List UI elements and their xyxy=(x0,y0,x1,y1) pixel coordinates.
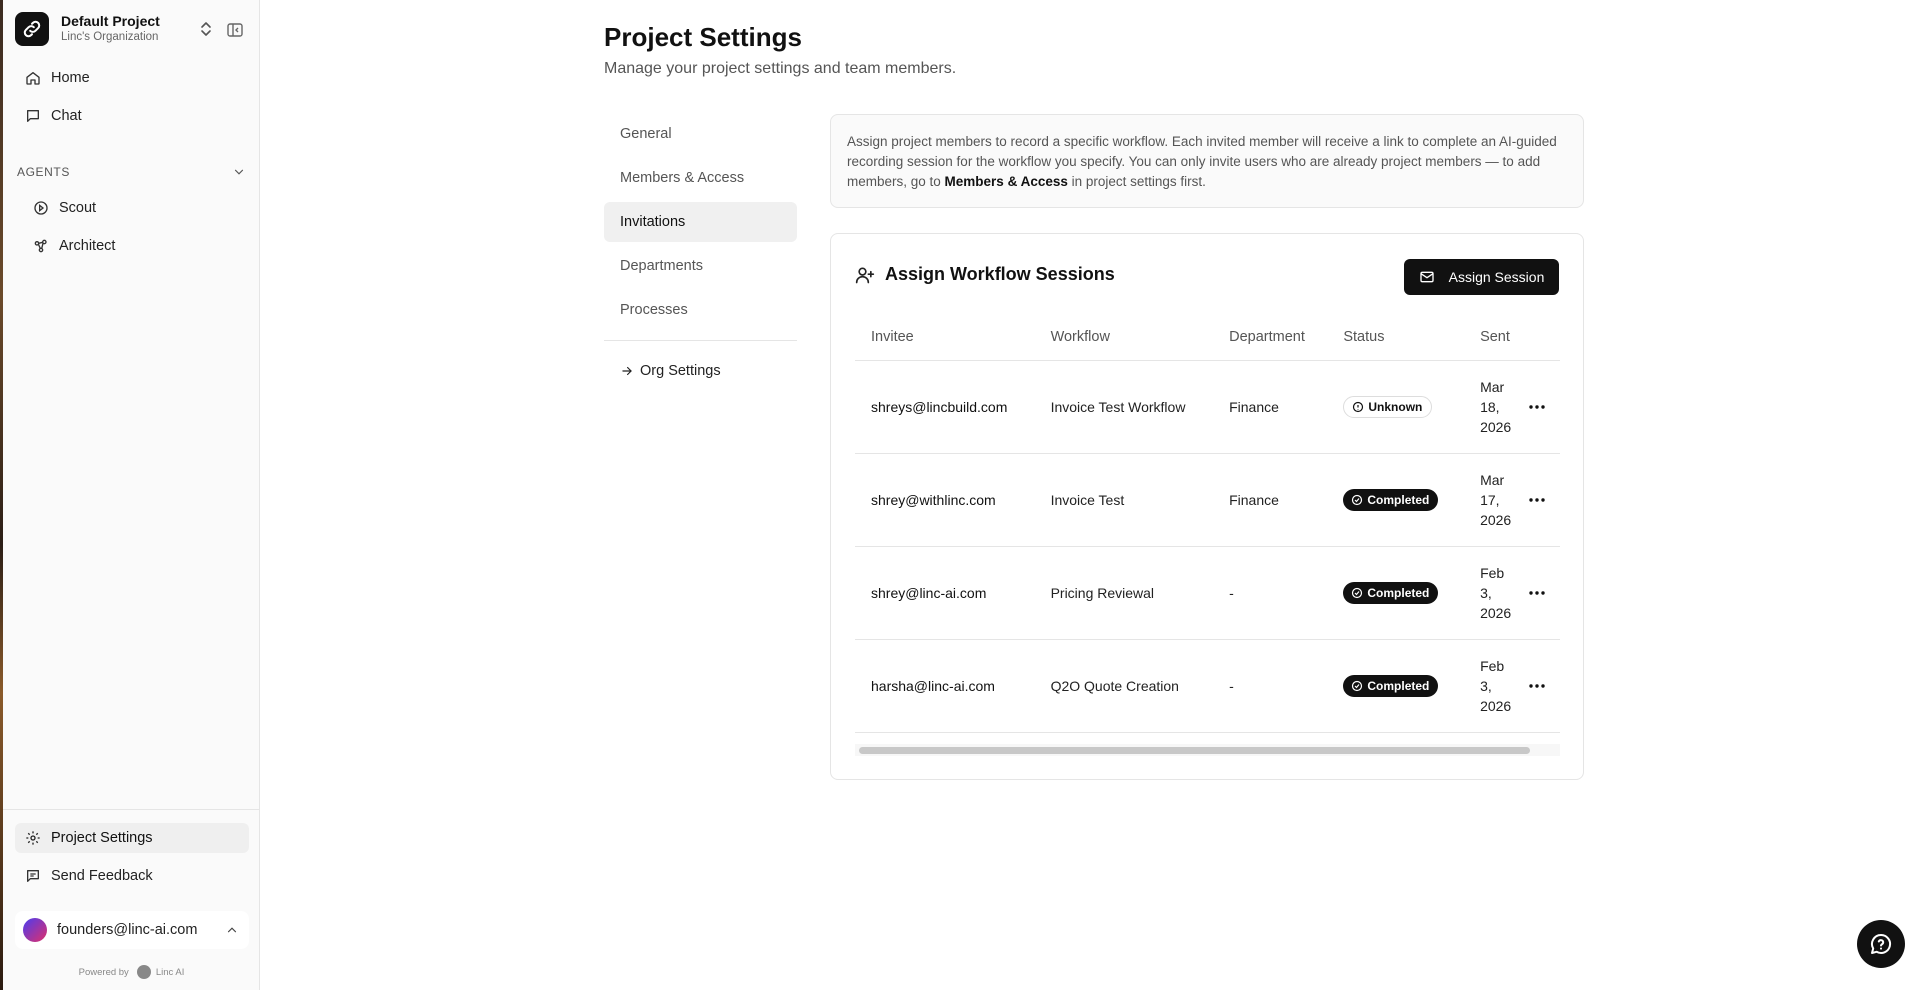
sidebar xyxy=(3,0,260,990)
sent-year: 2026 xyxy=(1480,418,1512,435)
invitee-cell: shrey@linc-ai.com xyxy=(855,546,1035,639)
department-cell: - xyxy=(1213,639,1327,732)
gear-icon xyxy=(25,830,41,846)
assign-session-label: Assign Session xyxy=(1448,269,1545,285)
table-row[interactable] xyxy=(855,639,1560,732)
nav-chat-label: Chat xyxy=(51,108,82,124)
agent-scout[interactable] xyxy=(29,193,96,223)
sent-day: 17, xyxy=(1480,491,1500,508)
sent-month: Feb xyxy=(1480,564,1505,581)
column-department: Department xyxy=(1213,314,1327,360)
info-text-after: in project settings first. xyxy=(1067,174,1206,189)
sent-month: Mar xyxy=(1480,378,1505,395)
subnav-divider xyxy=(604,340,797,341)
chevron-down-icon[interactable] xyxy=(232,165,246,179)
agent-architect[interactable] xyxy=(29,231,115,261)
feedback-icon xyxy=(25,868,41,884)
department-cell: Finance xyxy=(1213,360,1327,453)
check-circle-icon xyxy=(1351,494,1363,506)
workflow-cell: Invoice Test Workflow xyxy=(1035,360,1214,453)
powered-by xyxy=(3,965,260,979)
column-sent: Sent xyxy=(1464,314,1560,360)
more-actions-icon[interactable] xyxy=(1525,674,1549,698)
column-workflow: Workflow xyxy=(1035,314,1214,360)
subnav-departments[interactable]: Departments xyxy=(620,258,704,274)
user-menu[interactable] xyxy=(15,911,249,949)
invitee-cell: shreys@lincbuild.com xyxy=(855,360,1035,453)
status-cell xyxy=(1327,453,1464,546)
status-text: Completed xyxy=(1367,678,1430,693)
project-name: Default Project xyxy=(61,13,160,29)
department-cell: Finance xyxy=(1213,453,1327,546)
more-actions-icon[interactable] xyxy=(1525,488,1549,512)
project-switcher[interactable] xyxy=(15,11,251,47)
actions-cell xyxy=(1525,453,1560,546)
scrollbar-thumb[interactable] xyxy=(859,747,1530,754)
assign-sessions-card xyxy=(830,233,1584,780)
sent-cell xyxy=(1464,639,1525,732)
column-invitee: Invitee xyxy=(855,314,1035,360)
linc-logo-icon xyxy=(137,965,151,979)
sent-cell xyxy=(1464,546,1525,639)
nav-home-label: Home xyxy=(51,70,90,86)
check-circle-icon xyxy=(1351,587,1363,599)
user-plus-icon xyxy=(855,265,875,285)
org-name: Linc's Organization xyxy=(61,31,159,43)
powered-by-brand: Linc AI xyxy=(155,966,185,978)
invitations-table xyxy=(855,314,1560,733)
status-text: Completed xyxy=(1367,585,1430,600)
more-actions-icon[interactable] xyxy=(1525,581,1549,605)
nav-project-settings-label: Project Settings xyxy=(51,830,153,846)
subnav-invitations[interactable]: Invitations xyxy=(604,202,797,242)
help-chat-button[interactable] xyxy=(1857,920,1905,968)
help-chat-icon xyxy=(1869,932,1893,956)
sidebar-divider xyxy=(3,809,260,810)
info-banner xyxy=(830,114,1584,208)
agents-section-label: AGENTS xyxy=(17,165,70,179)
status-cell xyxy=(1327,546,1464,639)
chevron-up-icon xyxy=(225,923,239,937)
sidebar-toggle-icon[interactable] xyxy=(226,21,244,39)
subnav-members-access[interactable]: Members & Access xyxy=(620,170,745,186)
play-circle-icon xyxy=(33,200,49,216)
sent-month: Mar xyxy=(1480,471,1505,488)
agent-scout-label: Scout xyxy=(59,200,97,216)
sent-year: 2026 xyxy=(1480,697,1512,714)
org-settings-label: Org Settings xyxy=(640,363,721,379)
architect-icon xyxy=(33,238,49,254)
sent-year: 2026 xyxy=(1480,511,1512,528)
nav-chat[interactable] xyxy=(17,100,249,132)
org-settings-link[interactable] xyxy=(604,351,797,391)
status-badge xyxy=(1343,582,1438,604)
sent-day: 18, xyxy=(1480,398,1500,415)
nav-send-feedback-label: Send Feedback xyxy=(51,868,153,884)
chevrons-up-down-icon[interactable] xyxy=(198,20,214,38)
project-logo-icon xyxy=(15,12,49,46)
settings-subnav xyxy=(604,114,797,391)
agent-architect-label: Architect xyxy=(59,238,116,254)
sent-cell xyxy=(1464,453,1525,546)
nav-send-feedback[interactable] xyxy=(15,861,249,891)
nav-home[interactable] xyxy=(17,62,249,94)
table-row[interactable] xyxy=(855,453,1560,546)
card-title xyxy=(855,264,1115,285)
status-badge xyxy=(1343,396,1432,418)
info-members-link: Members & Access xyxy=(944,174,1068,189)
table-header-row xyxy=(855,314,1560,360)
powered-by-text: Powered by xyxy=(78,966,129,978)
workflow-cell: Invoice Test xyxy=(1035,453,1214,546)
sent-day: 3, xyxy=(1480,584,1492,601)
user-email: founders@linc-ai.com xyxy=(57,922,198,938)
workflow-cell: Pricing Reviewal xyxy=(1035,546,1214,639)
sent-day: 3, xyxy=(1480,677,1492,694)
status-badge xyxy=(1343,489,1438,511)
page-subtitle: Manage your project settings and team members. xyxy=(604,60,957,77)
check-circle-icon xyxy=(1351,680,1363,692)
info-circle-icon xyxy=(1352,401,1364,413)
table-row[interactable] xyxy=(855,546,1560,639)
chat-icon xyxy=(25,108,41,124)
invitee-cell: harsha@linc-ai.com xyxy=(855,639,1035,732)
department-cell: - xyxy=(1213,546,1327,639)
status-text: Unknown xyxy=(1368,399,1423,414)
avatar xyxy=(23,918,47,942)
sent-month: Feb xyxy=(1480,657,1505,674)
subnav-general[interactable]: General xyxy=(620,126,672,142)
invitee-cell: shrey@withlinc.com xyxy=(855,453,1035,546)
info-text-before: Assign project members to record a specific workflow. Each invited member will receive a link to complete an AI-guided recording session for the workflow you specify. You can only invite users who are already project members — to add members, go to xyxy=(847,134,1557,189)
actions-cell xyxy=(1525,639,1560,732)
workflow-cell: Q2O Quote Creation xyxy=(1035,639,1214,732)
status-cell xyxy=(1327,360,1464,453)
card-title-text: Assign Workflow Sessions xyxy=(885,264,1115,284)
column-status: Status xyxy=(1327,314,1464,360)
sent-cell xyxy=(1464,360,1525,453)
arrow-right-icon xyxy=(620,364,634,378)
sent-year: 2026 xyxy=(1480,604,1512,621)
table-row[interactable] xyxy=(855,360,1560,453)
status-text: Completed xyxy=(1367,492,1430,507)
mail-icon xyxy=(1419,269,1435,285)
nav-project-settings[interactable] xyxy=(15,823,249,853)
horizontal-scrollbar[interactable] xyxy=(855,744,1560,756)
more-actions-icon[interactable] xyxy=(1525,395,1549,419)
home-icon xyxy=(25,70,41,86)
actions-cell xyxy=(1525,546,1560,639)
assign-session-button[interactable] xyxy=(1404,259,1559,295)
status-badge xyxy=(1343,675,1438,697)
subnav-processes[interactable]: Processes xyxy=(620,302,688,318)
page-title: Project Settings xyxy=(604,22,802,52)
actions-cell xyxy=(1525,360,1560,453)
status-cell xyxy=(1327,639,1464,732)
